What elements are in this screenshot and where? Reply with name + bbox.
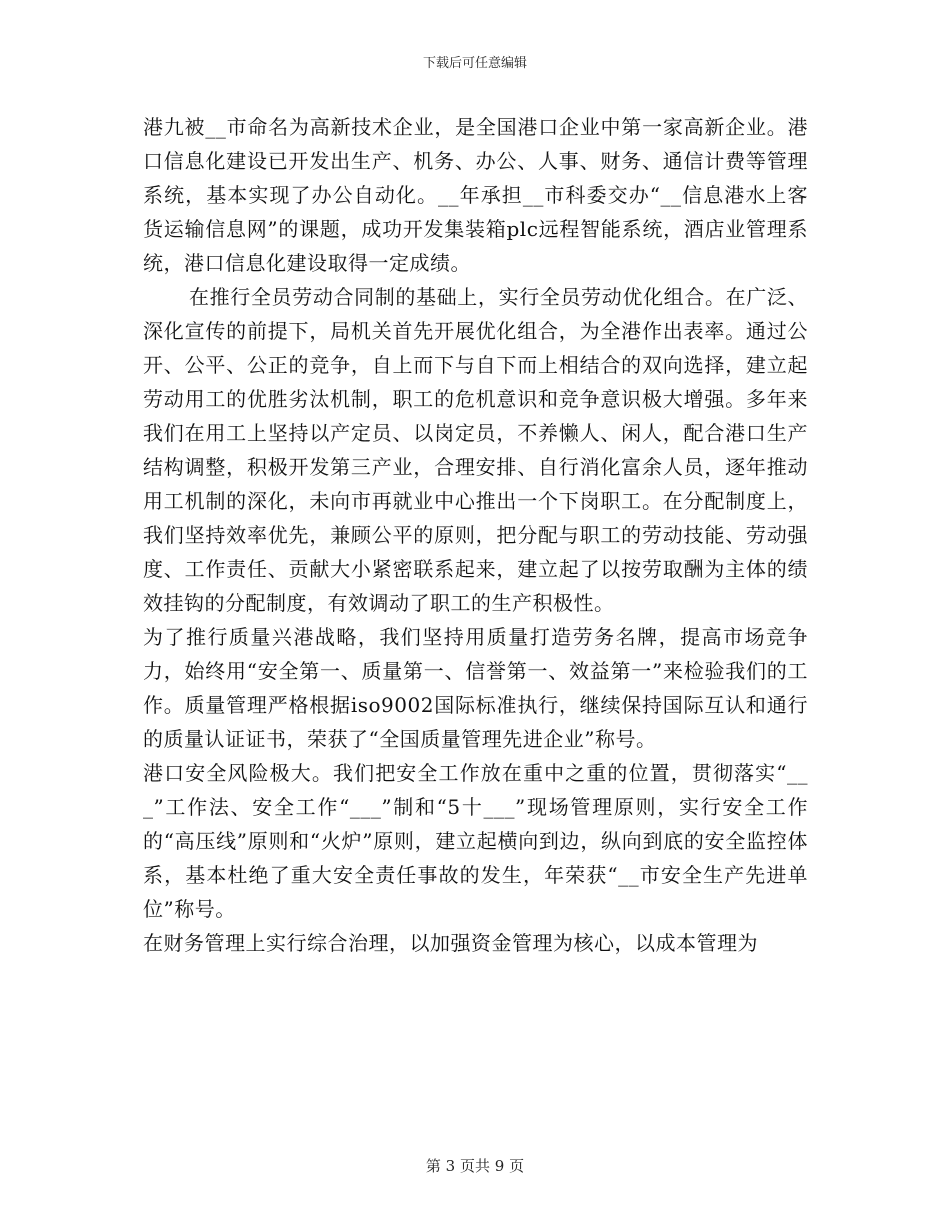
document-body: [143, 110, 808, 960]
page-footer: 第 3 页共 9 页: [425, 1157, 525, 1175]
paragraph-4: 港口安全风险极大。我们把安全工作放在重中之重的位置，贯彻落实“___”工作法、安全工作“___”制和“5十___”现场管理原则，实行安全工作的“高压线”原则和“火炉”原则，建立起横向到边，纵向到底的安全监控体系，基本杜绝了重大安全责任事故的发生，年荣获“__市安全生产先进单位”称号。: [143, 761, 808, 921]
paragraph-1: 港九被__市命名为高新技术企业，是全国港口企业中第一家高新企业。港口信息化建设已开发出生产、机务、办公、人事、财务、通信计费等管理系统，基本实现了办公自动化。__年承担__市科委交办“__信息港水上客货运输信息网”的课题，成功开发集装箱plc远程智能系统，酒店业管理系统，港口信息化建设取得一定成绩。: [143, 115, 808, 275]
paragraph-5: 在财务管理上实行综合治理，以加强资金管理为核心，以成本管理为: [143, 931, 758, 955]
page-header: 下载后可任意编辑: [422, 56, 527, 71]
paragraph-2: 在推行全员劳动合同制的基础上，实行全员劳动优化组合。在广泛、深化宣传的前提下，局机关首先开展优化组合，为全港作出表率。通过公开、公平、公正的竞争，自上而下与自下而上相结合的双向选择，建立起劳动用工的优胜劣汰机制，职工的危机意识和竞争意识极大增强。多年来我们在用工上坚持以产定员、以岗定员，不养懒人、闲人，配合港口生产结构调整，积极开发第三产业，合理安排、自行消化富余人员，逐年推动用工机制的深化，未向市再就业中心推出一个下岗职工。在分配制度上，我们坚持效率优先，兼顾公平的原则，把分配与职工的劳动技能、劳动强度、工作责任、贡献大小紧密联系起来，建立起了以按劳取酬为主体的绩效挂钩的分配制度，有效调动了职工的生产积极性。: [143, 285, 808, 615]
paragraph-3: 为了推行质量兴港战略，我们坚持用质量打造劳务名牌，提高市场竞争力，始终用“安全第一、质量第一、信誉第一、效益第一”来检验我们的工作。质量管理严格根据iso9002国际标准执行，继续保持国际互认和通行的质量认证证书，荣获了“全国质量管理先进企业”称号。: [143, 625, 808, 751]
